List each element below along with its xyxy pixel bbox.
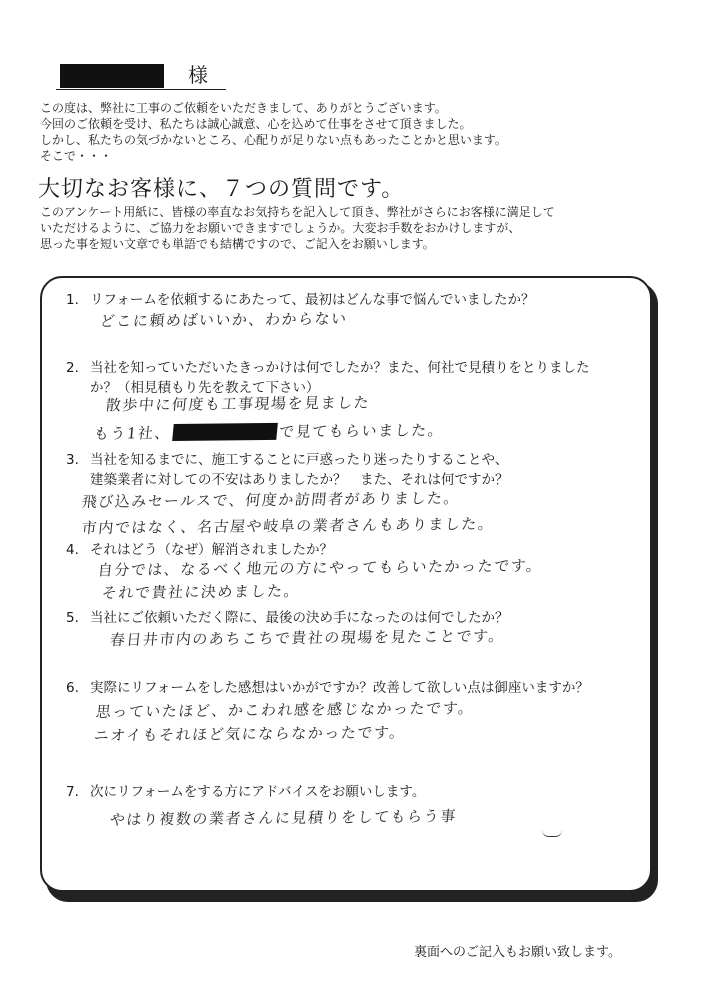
handwriting-stroke [542,830,562,837]
question-text: それはどう（なぜ）解消されましたか？ [90,542,333,558]
question-4 [66,540,333,560]
answer-4-line-2: それで貴社に決めました。 [101,581,301,603]
recipient-name-area [56,62,216,90]
question-number: 3. [66,452,79,468]
intro-line: この度は、弊社に工事のご依頼をいただきまして、ありがとうございます。 [40,101,447,115]
recipient-underline [56,89,226,90]
request-line: 思った事を短い文章でも単語でも結構ですので、ご記入をお願いします。 [40,237,435,251]
intro-paragraph [40,100,680,164]
answer-2-line-2-before: もう1社、 [92,424,172,443]
page-headline: 大切なお客様に、７つの質問です。 [38,177,405,202]
question-number: 4. [66,542,79,558]
question-6 [66,678,589,698]
question-number: 6. [66,680,79,696]
redacted-recipient-name [60,64,164,88]
honorific-sama: 様 [188,63,208,87]
question-2 [66,358,590,378]
question-text: 実際にリフォームをした感想はいかがですか？改善して欲しい点は御座いますか？ [90,680,589,696]
answer-5-line-1: 春日井市内のあちこちで貴社の現場を見たことです。 [108,626,506,650]
question-7 [66,782,425,802]
question-text: 当社を知るまでに、施工することに戸惑ったり迷ったりすることや、 [90,452,509,468]
question-1 [66,290,535,310]
answer-6-line-2: ニオイもそれほど気にならなかったです。 [92,723,407,745]
answer-2-line-1: 散歩中に何度も工事現場を見ました [105,393,372,415]
question-text: リフォームを依頼するにあたって、最初はどんな事で悩んでいましたか？ [90,292,535,308]
request-line: このアンケート用紙に、皆様の率直なお気持ちを記入して頂き、弊社がさらにお客様に満足して [40,205,555,219]
question-text: 次にリフォームをする方にアドバイスをお願いします。 [90,784,426,800]
answer-7-line-1: やはり複数の業者さんに見積りをしてもらう事 [108,807,458,829]
question-box [40,276,652,892]
question-5 [66,608,509,628]
question-number: 1. [66,292,79,308]
redacted-company-name [172,423,278,441]
question-number: 2. [66,360,79,376]
answer-1-line-1: どこに頼めばいいか、わからない [99,309,349,331]
intro-line: そこで・・・ [40,149,113,163]
answer-3-line-1: 飛び込みセールスで、何度か訪問者がありました。 [80,489,461,511]
answer-6-line-1: 思っていたほど、かこわれ感を感じなかったです。 [94,699,476,721]
question-2-line-2: か？（相見積もり先を教えて下さい） [90,380,320,396]
question-number: 7. [66,784,79,800]
footer-note: 裏面へのご記入もお願い致します。 [414,945,621,960]
intro-line: しかし、私たちの気づかないところ、心配りが足りない点もあったことかと思います。 [40,133,507,147]
question-text: 当社にご依頼いただく際に、最後の決め手になったのは何でしたか？ [90,610,509,626]
question-text: 当社を知っていただいたきっかけは何でしたか？また、何社で見積りをとりました [90,360,590,376]
answer-4-line-1: 自分では、なるべく地元の方にやってもらいたかったです。 [96,556,544,580]
answer-2-line-2-after: で見てもらいました。 [278,421,446,441]
request-line: いただけるように、ご協力をお願いできますでしょうか。大変お手数をおかけしますが、 [40,221,521,235]
answer-3-line-2: 市内ではなく、名古屋や岐阜の業者さんもありました。 [80,514,496,538]
question-3-line-2: 建築業者に対しての不安はありましたか？ また、それは何ですか？ [90,472,509,488]
answer-2-line-2 [93,420,445,444]
question-number: 5. [66,610,79,626]
intro-line: 今回のご依頼を受け、私たちは誠心誠意、心を込めて仕事をさせて頂きました。 [40,117,472,131]
request-paragraph [40,204,680,252]
question-3 [66,450,508,470]
